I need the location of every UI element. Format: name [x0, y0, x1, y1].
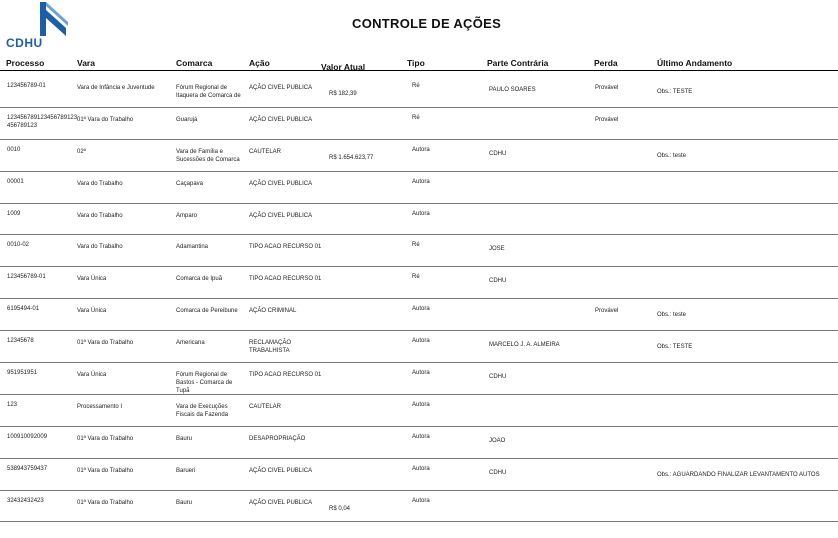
header-acao: Ação [249, 58, 270, 68]
table-row [0, 459, 838, 491]
logo-house-icon [4, 2, 68, 36]
cell-acao: TIPO ACAO RECURSO 01 [249, 372, 322, 379]
cell-processo: 12345678 [7, 338, 34, 345]
cell-tipo: Autora [412, 210, 430, 217]
cell-acao: DESAPROPRIAÇÃO [249, 435, 306, 442]
cell-processo: 6195494-01 [7, 306, 40, 313]
cell-vara: Vara do Trabalho [77, 244, 123, 251]
cell-tipo: Autora [412, 370, 430, 377]
cell-comarca: Americana [176, 340, 205, 347]
cell-comarca: Comarca de Pereibune [176, 308, 238, 315]
table-row [0, 204, 838, 236]
cell-acao: AÇÃO CIVEL PUBLICA [249, 85, 313, 91]
cell-vara: 01ª Vara do Trabalho [77, 499, 134, 506]
cdhu-logo [4, 2, 64, 48]
cell-vara: Processamento I [77, 403, 123, 410]
cell-comarca: Caçapava [176, 180, 204, 187]
cell-ultimo-andamento: Obs.: TESTE [657, 344, 693, 351]
header-comarca: Comarca [176, 58, 213, 68]
table-row [0, 235, 838, 267]
cell-tipo: Autora [412, 178, 430, 185]
cell-processo: 00001 [7, 178, 24, 185]
header-vara: Vara [77, 58, 95, 68]
table-row [0, 76, 838, 108]
cell-vara: 01ª Vara do Trabalho [77, 467, 134, 474]
cell-acao: TIPO ACAO RECURSO 01 [249, 244, 322, 251]
cell-parte-contraria: CDHU [489, 278, 507, 285]
cell-comarca: Adamantina [176, 244, 209, 251]
cell-ultimo-andamento: Obs.: teste [657, 152, 687, 159]
cell-tipo: Autora [412, 497, 430, 504]
cell-acao: AÇÃO CRIMINAL [249, 308, 297, 315]
cell-ultimo-andamento: Obs.: TESTE [657, 89, 693, 95]
table-row [0, 427, 838, 459]
cell-parte-contraria: JOAO [489, 437, 506, 444]
cell-vara: Vara de Infância e Juventude [77, 85, 155, 91]
header-processo: Processo [6, 58, 45, 68]
cell-valor-atual: R$ 0,04 [329, 505, 351, 512]
cell-acao: TIPO ACAO RECURSO 01 [249, 276, 322, 283]
cell-acao: AÇÃO CIVEL PUBLICA [249, 116, 313, 123]
cell-processo: 100910092009 [7, 433, 48, 440]
cell-valor-atual: R$ 182,39 [329, 91, 357, 97]
cell-acao: AÇÃO CIVEL PUBLICA [249, 467, 313, 474]
cell-acao: CAUTELAR [249, 148, 282, 155]
table-row [0, 363, 838, 395]
cell-tipo: Autora [412, 401, 430, 408]
cell-acao: AÇÃO CIVEL PUBLICA [249, 212, 313, 219]
cell-tipo: Ré [412, 114, 420, 121]
cell-parte-contraria: CDHU [489, 150, 507, 157]
cell-vara: 01ª Vara do Trabalho [77, 116, 134, 123]
cell-tipo: Ré [412, 83, 420, 89]
cell-perda: Provável [595, 308, 619, 315]
cell-processo: 1009 [7, 210, 21, 217]
table-row [0, 267, 838, 299]
cell-vara: Vara Única [77, 372, 107, 379]
table-row [0, 299, 838, 331]
cell-comarca: Vara de Família e Sucessões de Comarca [176, 148, 240, 163]
page-title: CONTROLE DE AÇÕES [352, 16, 502, 31]
cell-comarca: Comarca de Ipuã [176, 276, 223, 283]
cell-ultimo-andamento: Obs.: AGUARDANDO FINALIZAR LEVANTAMENTO AUTOS [657, 471, 820, 478]
cell-tipo: Autora [412, 338, 430, 345]
cell-comarca: Fórum Regional de Itaquera de Comarca de [176, 85, 241, 99]
cell-parte-contraria: MARCELO J. A. ALMEIRA [489, 342, 560, 349]
header-divider [0, 70, 838, 71]
cell-acao: CAUTELAR [249, 403, 282, 410]
cell-vara: Vara Única [77, 308, 107, 315]
cell-processo: 123456789-01 [7, 274, 46, 281]
cell-vara: Vara do Trabalho [77, 212, 123, 219]
cell-processo: 951951951 [7, 370, 38, 377]
header-perda: Perda [594, 58, 618, 68]
table-row [0, 172, 838, 204]
cell-tipo: Autora [412, 433, 430, 440]
cell-tipo: Ré [412, 274, 420, 281]
cell-parte-contraria: CDHU [489, 374, 507, 381]
cell-ultimo-andamento: Obs.: teste [657, 312, 687, 319]
cell-acao: AÇÃO CIVEL PUBLICA [249, 499, 313, 506]
cell-processo: 0010-02 [7, 242, 30, 249]
cell-vara: 02ª [77, 148, 86, 155]
cell-comarca: Bauru [176, 499, 193, 506]
cell-parte-contraria: JOSE [489, 246, 505, 253]
cell-comarca: Barueri [176, 467, 196, 474]
cell-comarca: Fórum Regional de Bastos - Comarca de Tupã [176, 372, 233, 395]
logo-text: CDHU [6, 36, 43, 50]
header-tipo: Tipo [407, 58, 425, 68]
header-parte-contraria: Parte Contrária [487, 58, 549, 68]
table-row [0, 140, 838, 172]
cell-vara: 01ª Vara do Trabalho [77, 435, 134, 442]
table-row [0, 491, 838, 523]
cell-processo: 32432432423 [7, 497, 44, 504]
cell-comarca: Vara de Execuções Fiscais da Fazenda [176, 403, 229, 418]
cell-processo: 123456789-01 [7, 83, 46, 89]
cell-processo: 0010 [7, 146, 21, 153]
table-row [0, 331, 838, 363]
table-row [0, 395, 838, 427]
cell-vara: 01ª Vara do Trabalho [77, 340, 134, 347]
header-ultimo-andamento: Último Andamento [657, 58, 733, 68]
cell-perda: Provável [595, 85, 619, 91]
cell-acao: AÇÃO CIVEL PUBLICA [249, 180, 313, 187]
cell-tipo: Autora [412, 465, 430, 472]
cell-processo: 123456789123456789123456789123 [7, 114, 78, 129]
cell-acao: RECLAMAÇÃO TRABALHISTA [249, 340, 292, 355]
cell-processo: 123 [7, 401, 18, 408]
cell-vara: Vara Única [77, 276, 107, 283]
cell-valor-atual: R$ 1.654.623,77 [329, 154, 374, 161]
cell-tipo: Ré [412, 242, 420, 249]
table-row [0, 108, 838, 140]
cell-comarca: Bauru [176, 435, 193, 442]
cell-perda: Provável [595, 116, 619, 123]
header-valor-atual: Valor Atual [321, 62, 366, 72]
actions-table [0, 76, 838, 522]
cell-comarca: Guarujá [176, 116, 198, 123]
cell-tipo: Autora [412, 146, 430, 153]
cell-comarca: Amparo [176, 212, 198, 219]
cell-parte-contraria: PAULO SOARES [489, 87, 536, 93]
cell-tipo: Autora [412, 306, 430, 313]
cell-processo: 538943759437 [7, 465, 48, 472]
cell-vara: Vara do Trabalho [77, 180, 123, 187]
cell-parte-contraria: CDHU [489, 469, 507, 476]
